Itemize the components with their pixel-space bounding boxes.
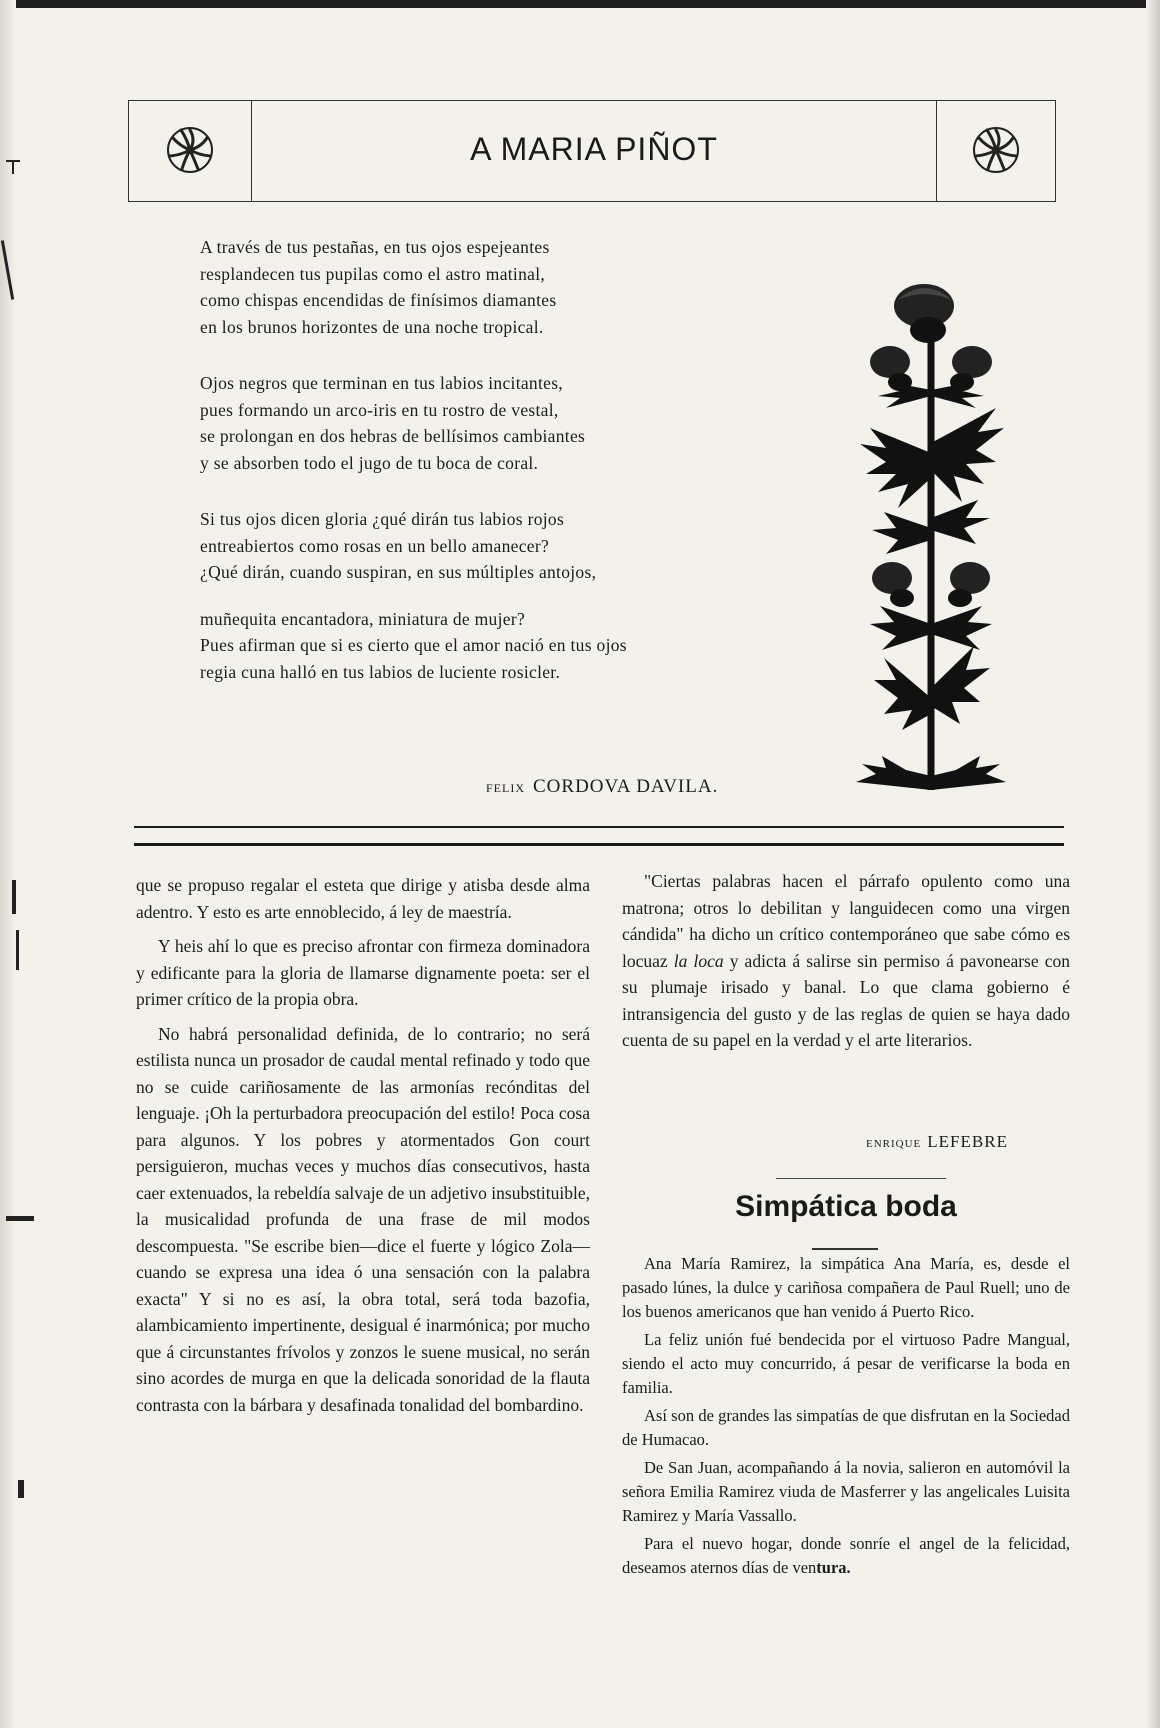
poem-line: se prolongan en dos hebras de bellísimos cambiantes: [200, 426, 586, 446]
poem-line: ¿Qué dirán, cuando suspiran, en sus múltiples antojos,: [200, 562, 597, 582]
paragraph-text: Para el nuevo hogar, donde sonríe el angel de la felicidad, deseamos aternos días de ven: [622, 1534, 1070, 1577]
poem-line: como chispas encendidas de finísimos diamantes: [200, 290, 557, 310]
paragraph: [622, 868, 1070, 1054]
rosette-icon: [971, 125, 1021, 175]
poem-line: en los brunos horizontes de una noche tropical.: [200, 316, 544, 337]
paragraph-text: "Ciertas palabras hacen el párrafo opulento como una matrona; otros lo debilitan y languidecen como una virgen cándida" ha dicho un crítico contemporáneo que sabe cómo es locuaz: [622, 871, 1070, 971]
divider: [776, 1178, 946, 1179]
margin-mark: [18, 1480, 24, 1498]
author-last-name: LEFEBRE: [927, 1132, 1008, 1151]
right-column-signature: [866, 1132, 1008, 1152]
poem-line: Ojos negros que terminan en tus labios incitantes,: [200, 373, 563, 393]
margin-mark: [16, 930, 19, 970]
rosette-icon: [165, 125, 215, 175]
margin-mark: [6, 1216, 34, 1221]
paragraph: De San Juan, acompañando á la novia, salieron en automóvil la señora Emilia Ramirez viuda de Masferrer y las angelicales Luisita Ramirez y María Vassallo.: [622, 1458, 1070, 1525]
header-left-cap: [128, 101, 252, 201]
poem-line: y se absorben todo el jugo de tu boca de coral.: [200, 452, 539, 473]
poem: [200, 234, 840, 715]
paragraph: Ana María Ramirez, la simpática Ana María, es, desde el pasado lúnes, la dulce y cariñosa compañera de Paul Ruell; uno de los buenos americanos que han venido á Puerto Rico.: [622, 1254, 1070, 1321]
article-title: Simpática boda: [735, 1190, 957, 1223]
margin-mark: [12, 880, 16, 914]
poem-line: entreabiertos como rosas en un bello amanecer?: [200, 535, 550, 556]
paragraph: Y heis ahí lo que es preciso afrontar con firmeza dominadora y edificante para la gloria de llamarse dignamente poeta: ser el primer crítico de la propia obra.: [136, 936, 590, 1009]
poem-stanza: [200, 234, 840, 340]
left-column-article: [136, 872, 590, 1426]
bold-word: tura.: [816, 1558, 851, 1577]
poem-line: regia cuna halló en tus labios de luciente rosicler.: [200, 661, 561, 682]
wedding-article: [622, 1252, 1070, 1584]
page-top-edge: [0, 0, 1160, 8]
paragraph: No habrá personalidad definida, de lo contrario; no será estilista nunca un prosador de caudal mental refinado y todo que no se cuide cariñosamente de las armonías recónditas del lenguaje. ¡Oh la perturbadora preocupación del estilo! Poca cosa para algunos. Y los pobres y atormentados Gon court persiguieron, muchas veces y muchos días consecutivos, hasta caer extenuados, la rebeldía salvaje de un adjetivo insubstituible, la musicalidad profunda de una frase de mil modos descompuesta. "Se escribe bien—dice el fuerte y lógico Zola—cuando se expresa una idea ó una sensación con la palabra exacta" Y si no es así, la obra total, será toda bazofia, alambicamiento impertinente, desigual é inarmónica; por mucho que á circunstantes frívolos y zonzos le suene musical, no serán sino acordes de murga en que la delicada sonoridad de la flauta contrasta con la bárbara y desafinada tonalidad del bombardino.: [136, 1023, 590, 1415]
page-title: A MARIA PIÑOT: [470, 131, 718, 167]
paragraph: La feliz unión fué bendecida por el virtuoso Padre Mangual, siendo el acto muy concurrido, á pesar de verificarse la boda en familia.: [622, 1330, 1070, 1397]
poem-stanza: [200, 506, 840, 685]
paragraph: [622, 1532, 1070, 1580]
author-last-name: CORDOVA DAVILA.: [533, 776, 719, 797]
divider: [812, 1248, 878, 1250]
paragraph-text: y adicta á salirse sin permiso á pavonearse con su plumaje irisado y banal. Lo que clama gobierno é intransigencia del gusto y de las reglas de quien se haya dado cuenta de su papel en la verdad y el arte literarios.: [622, 950, 1070, 1050]
thistle-illustration: [856, 278, 1006, 798]
author-first-name: FELIX: [486, 781, 525, 795]
paragraph: Así son de grandes las simpatías de que disfrutan en la Sociedad de Humacao.: [622, 1406, 1070, 1449]
poem-line: Pues afirman que si es cierto que el amor nació en tus ojos: [200, 635, 627, 655]
poem-line: pues formando un arco-iris en tu rostro de vestal,: [200, 399, 559, 420]
section-divider: [134, 843, 1064, 846]
section-divider: [134, 826, 1064, 828]
author-first-name: ENRIQUE: [866, 1138, 922, 1150]
paragraph: que se propuso regalar el esteta que dirige y atisba desde alma adentro. Y esto es arte ennoblecido, á ley de maestría.: [136, 875, 590, 922]
poem-signature: [486, 776, 718, 798]
poem-line: resplandecen tus pupilas como el astro matinal,: [200, 263, 546, 284]
title-header: [128, 100, 1056, 202]
poem-line: muñequita encantadora, miniatura de mujer?: [200, 608, 526, 629]
page-left-edge: [0, 0, 16, 1728]
poem-line: A través de tus pestañas, en tus ojos espejeantes: [200, 237, 550, 257]
poem-stanza: [200, 370, 840, 476]
poem-line: Si tus ojos dicen gloria ¿qué dirán tus labios rojos: [200, 509, 565, 529]
margin-mark: [12, 160, 14, 174]
italic-phrase: la loca: [673, 950, 724, 971]
right-column-article: [622, 868, 1070, 1062]
header-right-cap: [936, 101, 1056, 201]
page-right-edge: [1146, 0, 1160, 1728]
